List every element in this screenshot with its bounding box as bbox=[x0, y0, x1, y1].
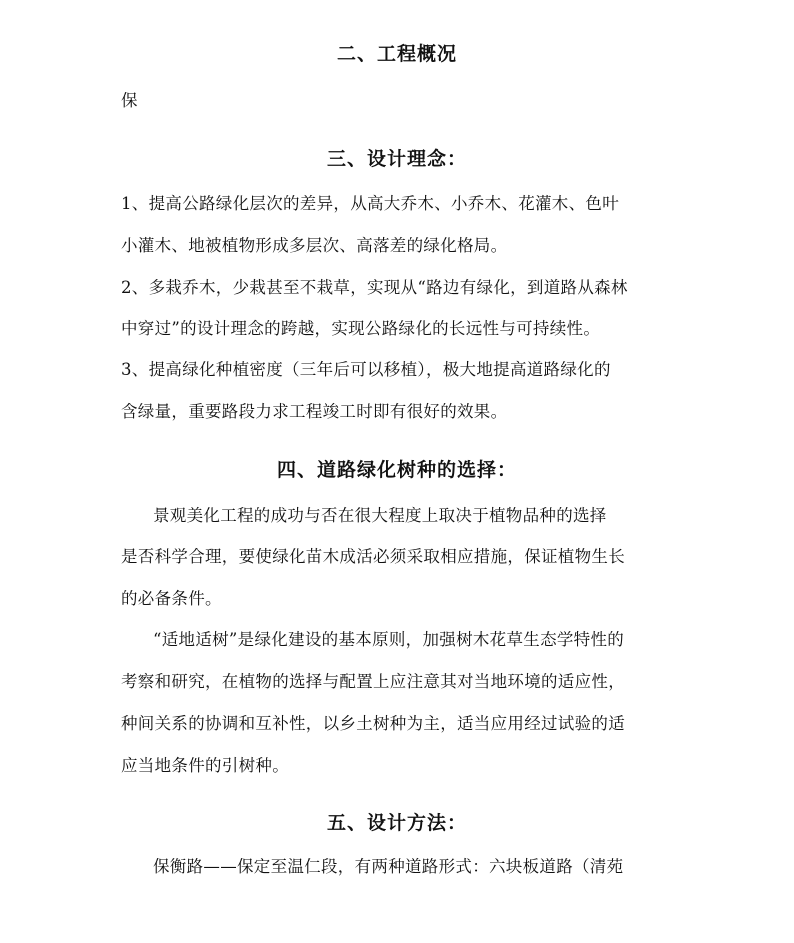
overview-text: 保 bbox=[121, 91, 138, 110]
selection-para-2-line-3: 种间关系的协调和互补性，以乡土树种为主，适当应用经过试验的适 bbox=[121, 714, 625, 733]
section-heading-tree-selection: 四、道路绿化树种的选择： bbox=[276, 459, 517, 481]
concept-item-1-line-1: 1、提高公路绿化层次的差异，从高大乔木、小乔木、花灌木、色叶 bbox=[121, 194, 619, 213]
section-heading-design-concept: 三、设计理念： bbox=[326, 148, 467, 170]
method-para-1-line-1: 保衡路——保定至温仁段，有两种道路形式：六块板道路（清苑 bbox=[153, 857, 624, 876]
selection-para-1-line-3: 的必备条件。 bbox=[121, 589, 222, 608]
selection-para-1-line-1: 景观美化工程的成功与否在很大程度上取决于植物品种的选择 bbox=[153, 506, 607, 525]
section-heading-overview: 二、工程概况 bbox=[336, 43, 457, 65]
concept-item-3-line-2: 含绿量，重要路段力求工程竣工时即有很好的效果。 bbox=[121, 402, 508, 421]
concept-item-1-line-2: 小灌木、地被植物形成多层次、高落差的绿化格局。 bbox=[121, 236, 508, 255]
selection-para-1-line-2: 是否科学合理，要使绿化苗木成活必须采取相应措施，保证植物生长 bbox=[121, 547, 625, 566]
concept-item-2-line-1: 2、多栽乔木，少栽甚至不栽草，实现从“路边有绿化，到道路从森林 bbox=[121, 278, 628, 297]
concept-item-3-line-1: 3、提高绿化种植密度（三年后可以移植），极大地提高道路绿化的 bbox=[121, 360, 611, 379]
concept-item-2-line-2: 中穿过”的设计理念的跨越，实现公路绿化的长远性与可持续性。 bbox=[121, 319, 601, 338]
selection-para-2-line-2: 考察和研究，在植物的选择与配置上应注意其对当地环境的适应性， bbox=[121, 672, 625, 691]
selection-para-2-line-1: “适地适树”是绿化建设的基本原则，加强树木花草生态学特性的 bbox=[153, 630, 625, 649]
section-heading-design-method: 五、设计方法： bbox=[326, 812, 467, 834]
selection-para-2-line-4: 应当地条件的引树种。 bbox=[121, 756, 289, 775]
